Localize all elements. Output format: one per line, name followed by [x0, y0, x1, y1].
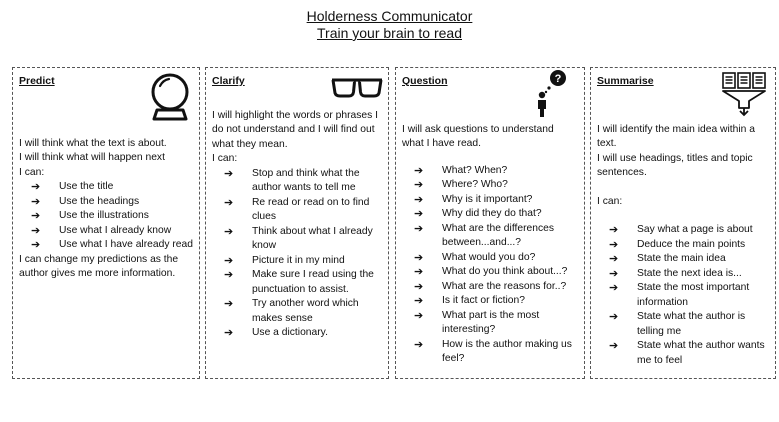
list-item: ➔ What do you think about...? — [414, 266, 568, 278]
intro-line: I will use headings, titles and topic sentences. — [597, 152, 753, 178]
list-item: ➔ Picture it in my mind — [224, 254, 345, 267]
person-question-icon — [534, 68, 570, 118]
list-item: ➔ State the main idea — [609, 253, 726, 265]
arrow-icon: ➔ — [31, 210, 41, 222]
arrow-icon: ➔ — [609, 340, 619, 352]
documents-funnel-icon — [721, 71, 767, 117]
arrow-icon: ➔ — [414, 295, 424, 307]
arrow-icon: ➔ — [224, 327, 234, 339]
arrow-icon: ➔ — [414, 338, 424, 351]
arrow-icon: ➔ — [414, 266, 424, 278]
arrow-icon: ➔ — [224, 196, 234, 209]
list-item: ➔ What part is the most interesting? — [414, 309, 540, 335]
can-label: I can: — [597, 195, 623, 207]
intro-line: I will think what will happen next — [19, 152, 165, 163]
glasses-icon — [330, 74, 384, 100]
arrow-icon: ➔ — [609, 311, 619, 323]
list-item: ➔ Try another word which makes sense — [224, 298, 359, 324]
card-heading: Predict — [19, 75, 55, 87]
list-item: ➔ State the most important information — [609, 282, 750, 308]
svg-text:?: ? — [554, 73, 562, 85]
arrow-icon: ➔ — [224, 225, 234, 238]
arrow-icon: ➔ — [609, 238, 619, 251]
list-item: ➔ Use the headings — [31, 195, 140, 208]
list-item: ➔ Deduce the main points — [609, 238, 746, 251]
intro-line: I will identify the main idea within a text. — [597, 123, 755, 149]
list-item: ➔ How is the author making us feel? — [414, 338, 572, 364]
list-item: ➔ State the next idea is... — [609, 267, 742, 280]
arrow-icon: ➔ — [31, 224, 41, 237]
arrow-icon: ➔ — [609, 267, 619, 280]
list-item: ➔ Use the title — [31, 181, 114, 193]
list-item: ➔ Use what I already know — [31, 224, 172, 237]
list-item: ➔ State what the author wants me to feel — [609, 340, 765, 366]
list-item: ➔ What are the differences between...and...? — [414, 222, 554, 248]
crystal-ball-icon — [148, 72, 192, 122]
intro-line: I can: — [19, 166, 45, 178]
arrow-icon: ➔ — [414, 208, 424, 220]
arrow-icon: ➔ — [224, 254, 234, 267]
arrow-icon: ➔ — [414, 251, 424, 264]
arrow-icon: ➔ — [414, 193, 424, 206]
card-clarify — [205, 67, 389, 379]
list-item: ➔ Why did they do that? — [414, 208, 542, 220]
page-subtitle: Train your brain to read — [317, 25, 462, 41]
arrow-icon: ➔ — [414, 222, 424, 235]
arrow-icon: ➔ — [414, 309, 424, 322]
arrow-icon: ➔ — [224, 167, 234, 180]
intro-line: I will think what the text is about. — [19, 137, 167, 149]
list-item: ➔ Use a dictionary. — [224, 327, 328, 339]
list-item: ➔ Where? Who? — [414, 179, 508, 191]
list-item: ➔ Why is it important? — [414, 193, 533, 206]
predict-list — [19, 180, 193, 253]
arrow-icon: ➔ — [224, 269, 234, 281]
card-heading: Summarise — [597, 75, 654, 87]
arrow-icon: ➔ — [414, 179, 424, 191]
question-list — [402, 164, 578, 367]
arrow-icon: ➔ — [31, 195, 41, 208]
list-item: ➔ Say what a page is about — [609, 224, 753, 236]
arrow-icon: ➔ — [414, 280, 424, 293]
list-item: ➔ What are the reasons for..? — [414, 280, 567, 293]
list-item: ➔ Use what I have already read — [31, 239, 193, 251]
list-item: ➔ Re read or read on to find clues — [224, 196, 370, 222]
list-item: ➔ Think about what I already know — [224, 225, 373, 251]
arrow-icon: ➔ — [609, 253, 619, 265]
list-item: ➔ What? When? — [414, 164, 508, 177]
list-item: ➔ Make sure I read using the punctuation to assist. — [224, 269, 374, 295]
list-item: ➔ Use the illustrations — [31, 210, 149, 222]
clarify-list — [212, 167, 382, 341]
card-heading: Clarify — [212, 75, 245, 87]
intro-line: I can: — [212, 153, 238, 164]
arrow-icon: ➔ — [414, 164, 424, 177]
arrow-icon: ➔ — [31, 239, 41, 251]
intro-line: I will ask questions to understand what I have read. — [402, 123, 554, 149]
arrow-icon: ➔ — [609, 282, 619, 294]
arrow-icon: ➔ — [609, 224, 619, 236]
page-title: Holderness Communicator — [306, 8, 473, 24]
title-block — [0, 8, 779, 42]
list-item: ➔ Stop and think what the author wants to tell me — [224, 167, 360, 193]
summarise-list — [597, 223, 769, 368]
list-item: ➔ What would you do? — [414, 251, 536, 264]
list-item: ➔ State what the author is telling me — [609, 311, 746, 337]
outro-text: I can change my predictions as the author gives me more information. — [19, 253, 179, 279]
arrow-icon: ➔ — [31, 181, 41, 193]
card-predict — [12, 67, 200, 379]
card-summarise — [590, 67, 776, 379]
arrow-icon: ➔ — [224, 298, 234, 310]
list-item: ➔ Is it fact or fiction? — [414, 295, 525, 307]
card-heading: Question — [402, 75, 448, 87]
intro-line: I will highlight the words or phrases I do not understand and I will find out what they mean. — [212, 109, 378, 150]
card-question — [395, 67, 585, 379]
